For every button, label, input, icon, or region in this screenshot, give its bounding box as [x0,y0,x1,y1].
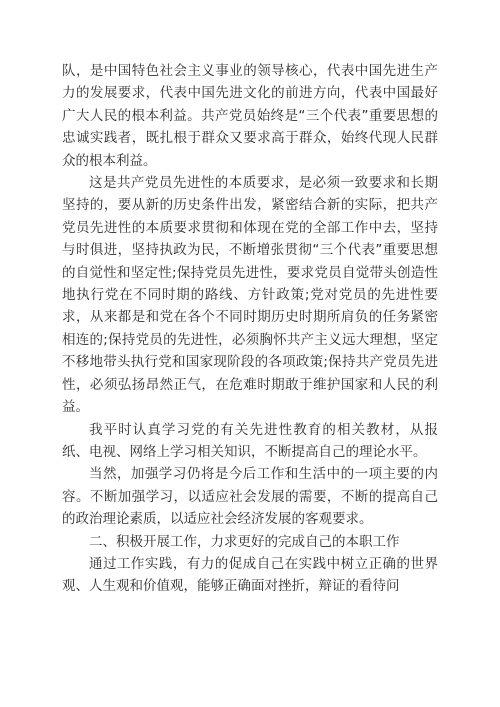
document-body [62,60,438,598]
paragraph-continued-study: 当然，加强学习仍将是今后工作和生活中的一项主要的内容。不断加强学习，以适应社会发展的需要，不断的提高自己的政治理论素质，以适应社会经济发展的客观要求。 [62,466,438,528]
paragraph-continuation: 队，是中国特色社会主义事业的领导核心，代表中国先进生产力的发展要求，代表中国先进文化的前进方向，代表中国最好广大人民的根本利益。共产党员始终是“三个代表”重要思想的忠诚实践者，既扎根于群众又要求高于群众，始终代现人民群众的根本利益。 [62,63,438,169]
section-heading: 二、积极开展工作，力求更好的完成自己的本职工作 [89,533,400,550]
paragraph-practice: 通过工作实践，有力的促成自己在实践中树立正确的世界观、人生观和价值观，能够正确面对挫折，辩证的看待问 [62,555,438,595]
paragraph-study: 我平时认真学习党的有关先进性教育的相关教材，从报纸、电视、网络上学习相关知识，不断提高自己的理论水平。 [62,421,438,460]
paragraph-essence: 这是共产党员先进性的本质要求，是必须一致要求和长期坚持的，要从新的历史条件出发，紧密结合新的实际，把共产党员先进性的本质要求贯彻和体现在党的全部工作中去，坚持与时俱进，坚持执政为民，不断增张贯彻“三个代表”重要思想的自觉性和坚定性;保持党员先进性，要求党员自觉带头创造性地执行党在不同时期的路线、方针政策;党对党员的先进性要求，从来都是和党在各个不同时期历史时期所肩负的任务紧密相连的;保持党员的先进性，必须胸怀共产主义远大理想，坚定不移地带头执行党和国家现阶段的各项政策;保持共产党员先进性，必须弘扬昂然正气，在危难时期敢于维护国家和人民的利益。 [62,175,438,416]
